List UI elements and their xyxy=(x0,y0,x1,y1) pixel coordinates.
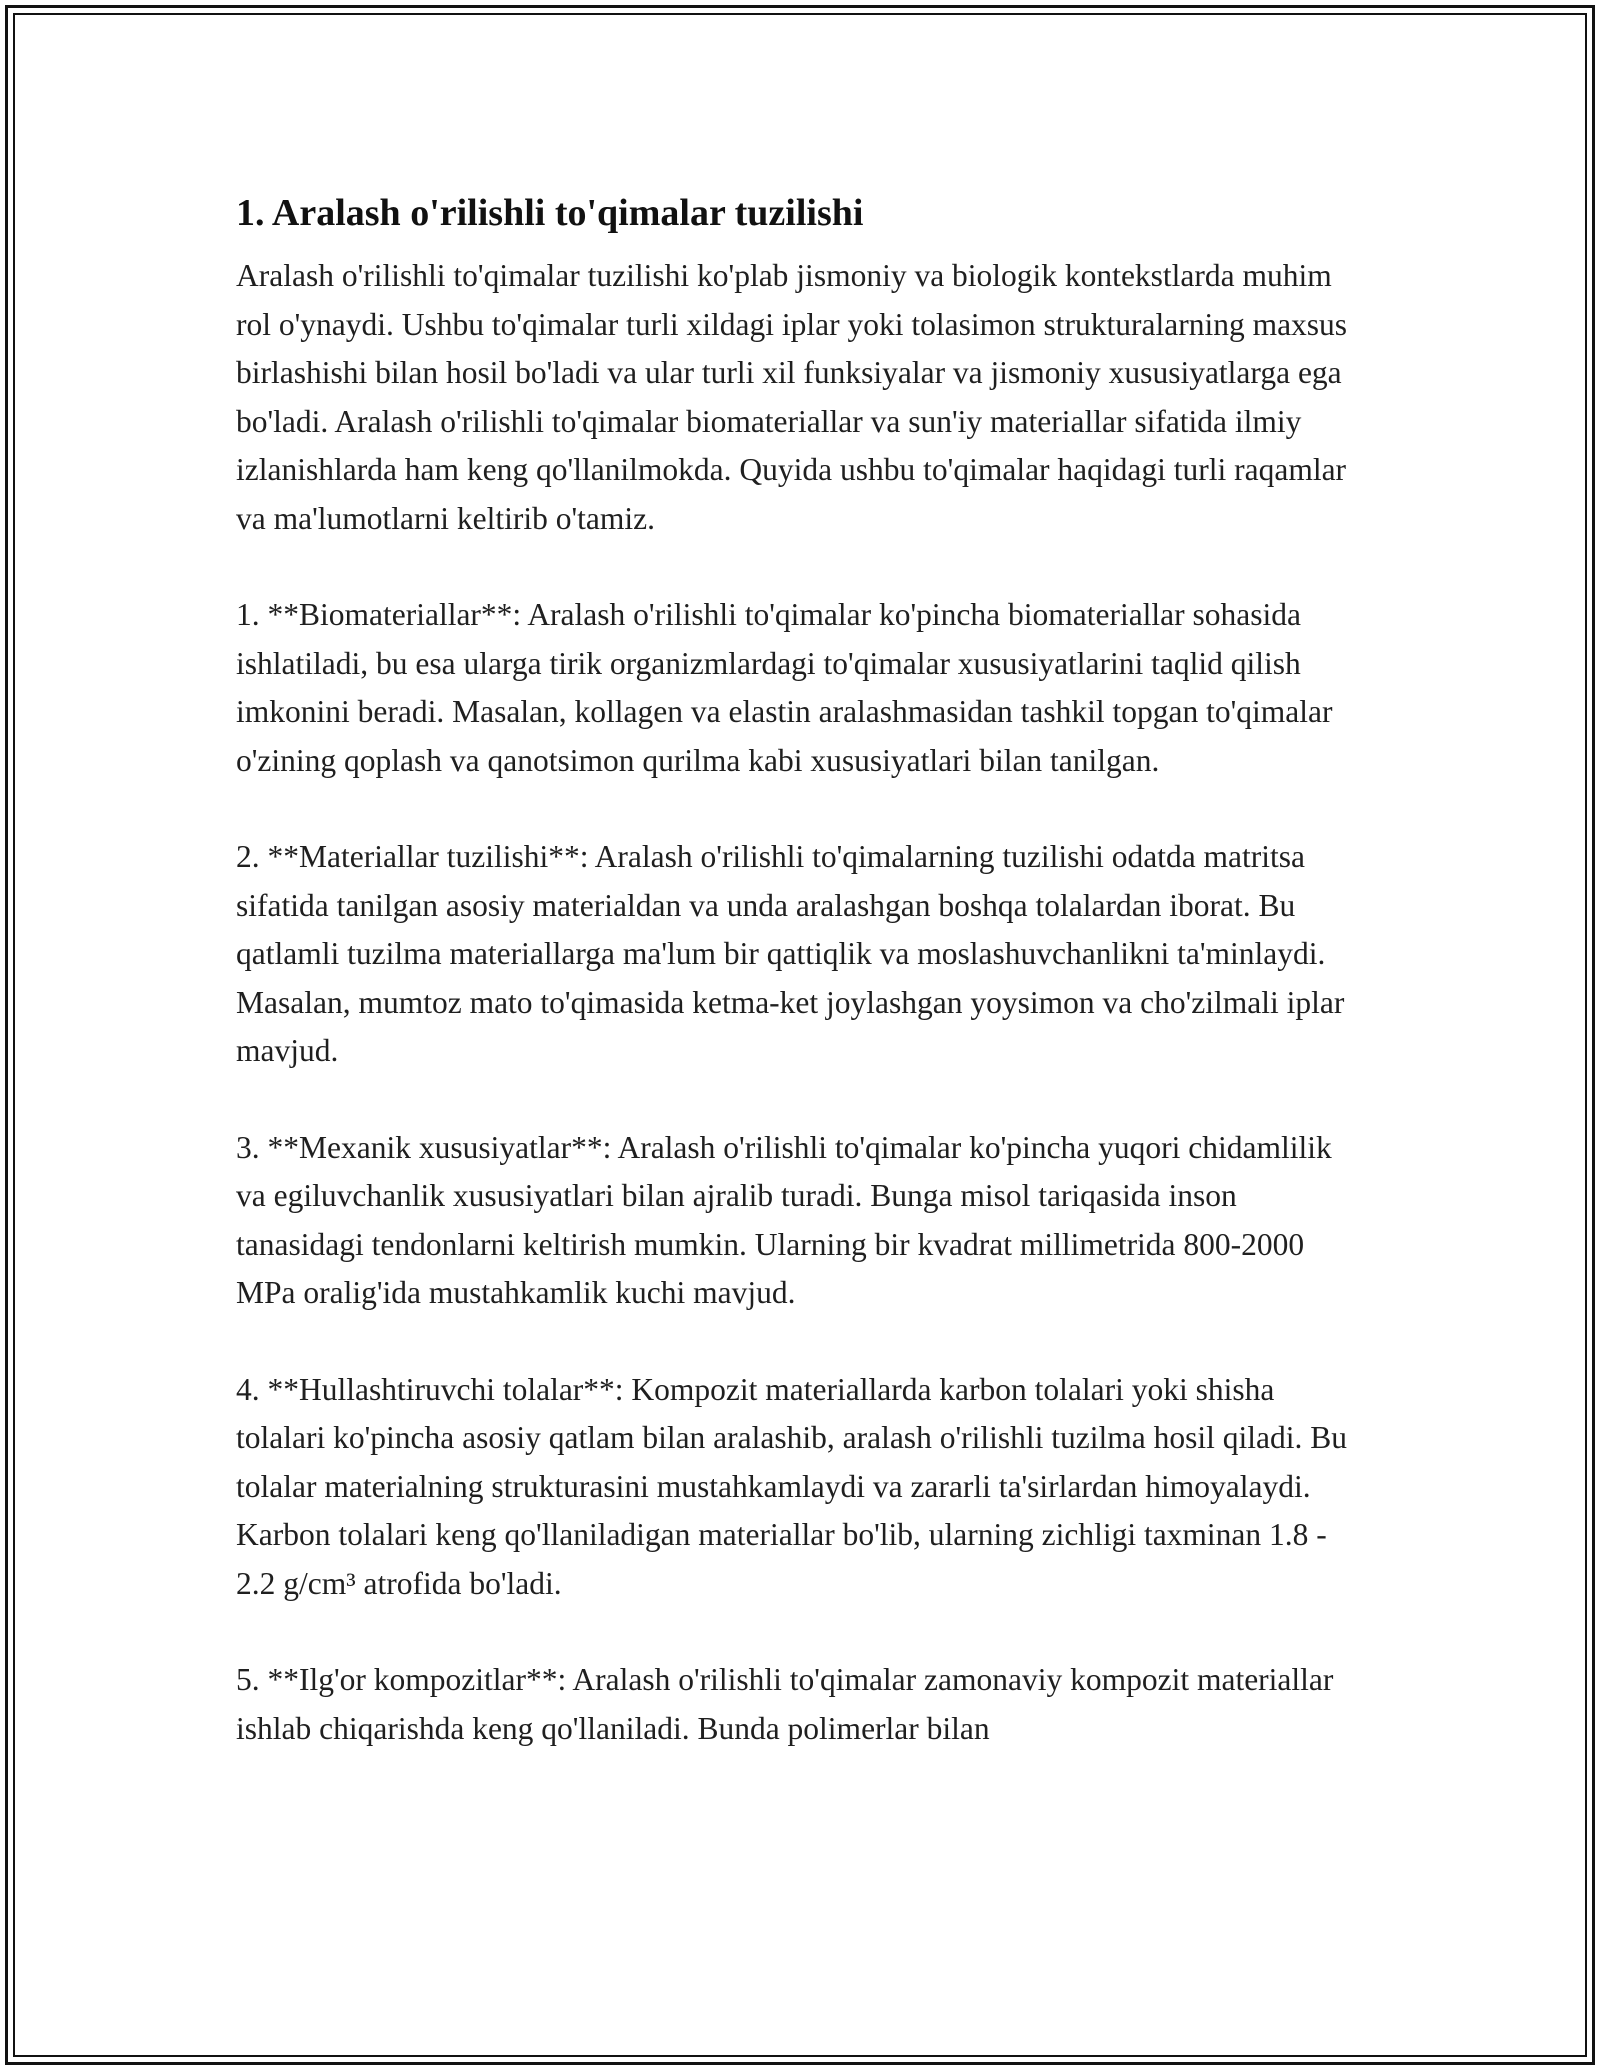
section-mexanik-xususiyatlar: 3. **Mexanik xususiyatlar**: Aralash o'rilishli to'qimalar ko'pincha yuqori chidamlilik va egiluvchanlik xususiyatlari bilan ajralib turadi. Bunga misol tariqasida inson tanasidagi tendonlarni keltirish mumkin. Ularning bir kvadrat millimetrida 800-2000 MPa oralig'ida mustahkamlik kuchi mavjud. xyxy=(236,1129,1332,1310)
section-ilgor-kompozitlar: 5. **Ilg'or kompozitlar**: Aralash o'rilishli to'qimalar zamonaviy kompozit materiallar ishlab chiqarishda keng qo'llaniladi. Bunda polimerlar bilan xyxy=(236,1662,1334,1746)
document-title: 1. Aralash o'rilishli to'qimalar tuzilishi xyxy=(236,192,864,234)
intro-paragraph: Aralash o'rilishli to'qimalar tuzilishi ko'plab jismoniy va biologik kontekstlarda muhim rol o'ynaydi. Ushbu to'qimalar turli xildagi iplar yoki tolasimon strukturalarning maxsus birlashishi bilan hosil bo'ladi va ular turli xil funksiyalar va jismoniy xususiyatlarga ega bo'ladi. Aralash o'rilishli to'qimalar biomateriallar va sun'iy materiallar sifatida ilmiy izlanishlarda ham keng qo'llanilmokda. Quyida ushbu to'qimalar haqidagi turli raqamlar va ma'lumotlarni keltirib o'tamiz. xyxy=(236,258,1348,536)
document-body xyxy=(236,186,1366,1801)
section-hullashtiruvchi-tolalar: 4. **Hullashtiruvchi tolalar**: Kompozit materiallarda karbon tolalari yoki shisha tolalari ko'pincha asosiy qatlam bilan aralashib, aralash o'rilishli tuzilma hosil qiladi. Bu tolalar materialning strukturasini mustahkamlaydi va zararli ta'sirlardan himoyalaydi. Karbon tolalari keng qo'llaniladigan materiallar bo'lib, ularning zichligi taxminan 1.8 - 2.2 g/cm³ atrofida bo'ladi. xyxy=(236,1371,1347,1601)
section-biomateriallar: 1. **Biomateriallar**: Aralash o'rilishli to'qimalar ko'pincha biomateriallar sohasida ishlatiladi, bu esa ularga tirik organizmlardagi to'qimalar xususiyatlarini taqlid qilish imkonini beradi. Masalan, kollagen va elastin aralashmasidan tashkil topgan to'qimalar o'zining qoplash va qanotsimon qurilma kabi xususiyatlari bilan tanilgan. xyxy=(236,597,1333,778)
section-materiallar-tuzilishi: 2. **Materiallar tuzilishi**: Aralash o'rilishli to'qimalarning tuzilishi odatda matritsa sifatida tanilgan asosiy materialdan va unda aralashgan boshqa tolalardan iborat. Bu qatlamli tuzilma materiallarga ma'lum bir qattiqlik va moslashuvchanlikni ta'minlaydi. Masalan, mumtoz mato to'qimasida ketma-ket joylashgan yoysimon va cho'zilmali iplar mavjud. xyxy=(236,839,1345,1068)
